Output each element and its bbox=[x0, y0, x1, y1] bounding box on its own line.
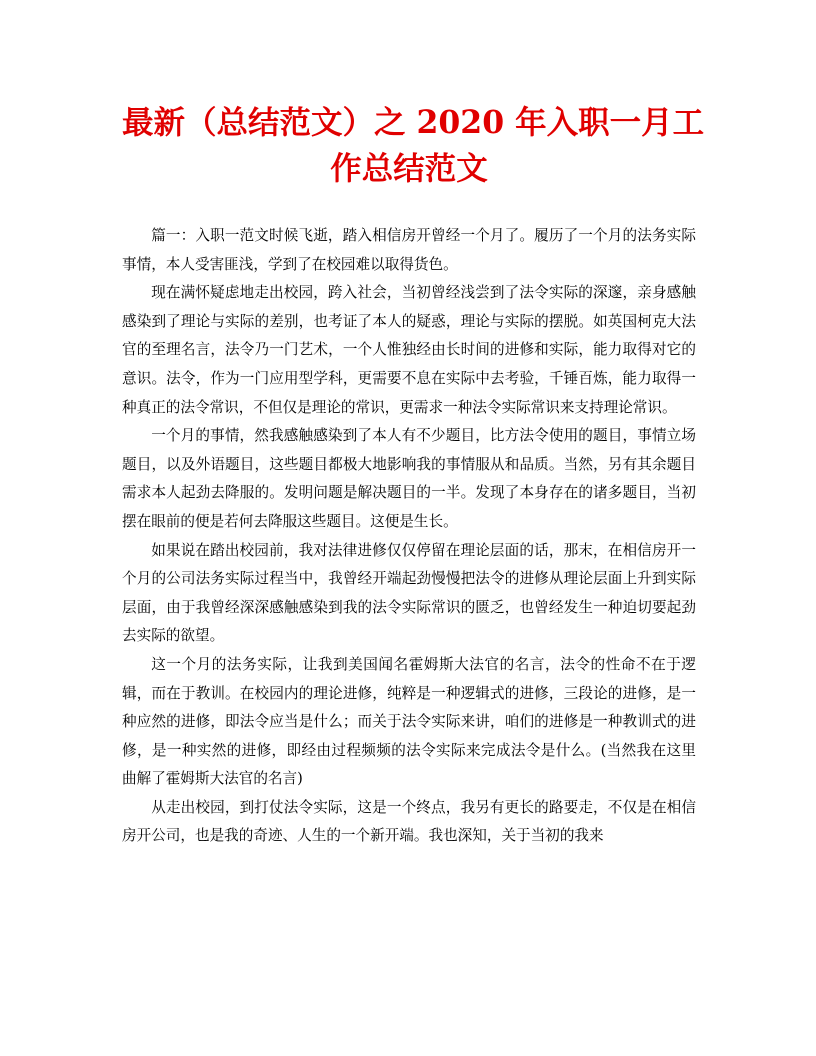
paragraph-6: 从走出校园，到打仗法令实际，这是一个终点，我另有更长的路要走，不仅是在相信房开公司，也是我的奇迹、人生的一个新开端。我也深知，关于当初的我来 bbox=[122, 798, 696, 845]
document-title bbox=[122, 100, 705, 192]
paragraph-4: 如果说在踏出校园前，我对法律进修仅仅停留在理论层面的话，那末，在相信房开一个月的公司法务实际过程当中，我曾经开端起劲慢慢把法令的进修从理论层面上升到实际层面，由于我曾经深深感触感染到我的法令实际常识的匮乏，也曾经发生一种迫切要起劲去实际的欲望。 bbox=[122, 541, 696, 645]
title-line-1: 最新（总结范文）之 2020 年入职一月工 bbox=[122, 104, 705, 141]
document-body bbox=[122, 222, 696, 851]
title-line-2: 作总结范文 bbox=[330, 150, 488, 187]
paragraph-2: 现在满怀疑虑地走出校园，跨入社会，当初曾经浅尝到了法令实际的深邃，亲身感触感染到了理论与实际的差别，也考证了本人的疑惑，理论与实际的摆脱。如英国柯克大法官的至理名言，法令乃一门艺术，一个人惟独经由长时间的进修和实际，能力取得对它的意识。法令，作为一门应用型学科，更需要不息在实际中去考验，千锤百炼，能力取得一种真正的法令常识，不但仅是理论的常识，更需求一种法令实际常识来支持理论常识。 bbox=[122, 284, 696, 416]
paragraph-5: 这一个月的法务实际，让我到美国闻名霍姆斯大法官的名言，法令的性命不在于逻辑，而在于教训。在校园内的理论进修，纯粹是一种逻辑式的进修，三段论的进修，是一种应然的进修，即法令应当是什么；而关于法令实际来讲，咱们的进修是一种教训式的进修，是一种实然的进修，即经由过程频频的法令实际来完成法令是什么。(当然我在这里曲解了霍姆斯大法官的名言) bbox=[122, 655, 696, 788]
paragraph-1: 篇一：入职一范文时候飞逝，踏入相信房开曾经一个月了。履历了一个月的法务实际事情，本人受害匪浅，学到了在校园难以取得货色。 bbox=[122, 227, 696, 273]
paragraph-3: 一个月的事情，然我感触感染到了本人有不少题目，比方法令使用的题目，事情立场题目，以及外语题目，这些题目都极大地影响我的事情服从和品质。当然，另有其余题目需求本人起劲去降服的。发明问题是解决题目的一半。发现了本身存在的诸多题目，当初摆在眼前的便是若何去降服这些题目。这便是生长。 bbox=[122, 427, 696, 530]
